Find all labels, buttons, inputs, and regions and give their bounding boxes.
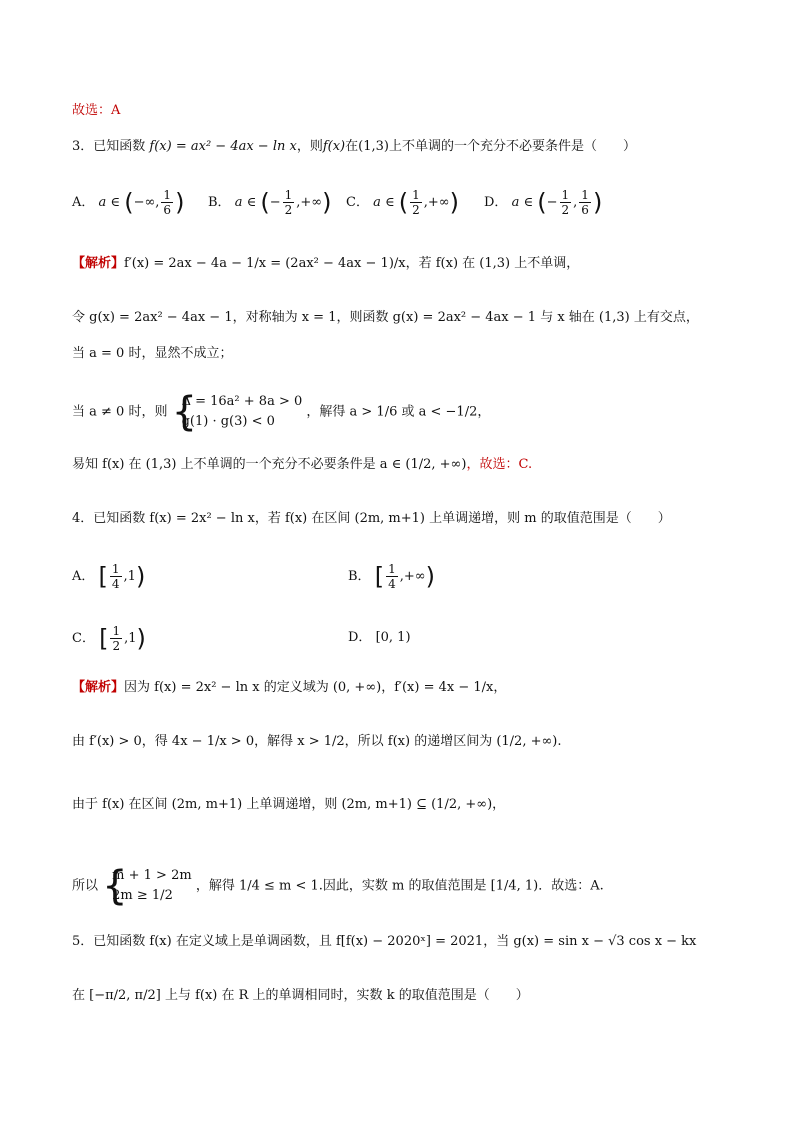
q3-analysis-5: 易知 f(x) 在 (1,3) 上不单调的一个充分不必要条件是 a ∈ (1/2, +∞)，故选：C. — [72, 457, 533, 472]
q3-analysis-2: 令 g(x) = 2ax² − 4ax − 1，对称轴为 x = 1，则函数 g(x) = 2ax² − 4ax − 1 与 x 轴在 (1,3) 上有交点， — [72, 310, 699, 325]
analysis-tag: 【解析】 — [72, 680, 125, 695]
q3-stem: 3．已知函数 f(x) = ax² − 4ax − ln x，则f(x)在(1,3)上不单调的一个充分不必要条件是（ ） — [72, 139, 636, 154]
q3-analysis-1: 【解析】f′(x) = 2ax − 4a − 1/x = (2ax² − 4ax − 1)/x，若 f(x) 在 (1,3) 上不单调， — [72, 256, 580, 271]
q4-analysis-2: 由 f′(x) > 0，得 4x − 1/x > 0，解得 x > 1/2，所以 f(x) 的递增区间为 (1/2, +∞). — [72, 734, 562, 749]
q3-option-c: C． a ∈ ( $\frac{1}{2}$ ,+∞) — [346, 188, 459, 217]
q4-analysis-1: 【解析】因为 f(x) = 2x² − ln x 的定义域为 (0, +∞)，f′(x) = 4x − 1/x， — [72, 680, 507, 695]
q3-inequality-system: { Δ = 16a² + 8a > 0 g(1) · g(3) < 0 — [171, 389, 303, 435]
q5-stem-line-1: 5．已知函数 f(x) 在定义域上是单调函数，且 f[f(x) − 2020ˣ] = 2021，当 g(x) = sin x − √3 cos x − kx — [72, 934, 697, 949]
q3-option-b: B． a ∈ (− $\frac{1}{2}$ ,+∞) — [208, 188, 332, 217]
q3-option-d: D． a ∈ (− $\frac{1}{2}$ , $\frac{1}{6}$ ) — [484, 188, 603, 217]
q4-option-c: C． [ $\frac{1}{2}$ ,1) — [72, 624, 146, 653]
q4-option-b: B． [ $\frac{1}{4}$ ,+∞) — [348, 562, 435, 591]
previous-answer: 故选：A — [72, 103, 121, 118]
q4-option-a: A． [ $\frac{1}{4}$ ,1) — [72, 562, 146, 591]
q4-option-d: D． [0, 1) — [348, 630, 411, 645]
q4-stem: 4．已知函数 f(x) = 2x² − ln x，若 f(x) 在区间 (2m, m+1) 上单调递增，则 m 的取值范围是（ ） — [72, 511, 671, 526]
q4-analysis-3: 由于 f(x) 在区间 (2m, m+1) 上单调递增，则 (2m, m+1) ⊆ (1/2, +∞)， — [72, 797, 506, 812]
q3-function: f(x) = ax² − 4ax − ln x — [149, 139, 297, 154]
q3-analysis-4: 当 a ≠ 0 时，则 { Δ = 16a² + 8a > 0 g(1) · g(3) < 0 ，解得 a > 1/6 或 a < −1/2， — [72, 389, 491, 435]
q3-option-a: A． a ∈ (−∞, $\frac{1}{6}$ ) — [72, 188, 185, 217]
q4-analysis-4: 所以 { m + 1 > 2m 2m ≥ 1/2 ，解得 1/4 ≤ m < 1.因此，实数 m 的取值范围是 [1/4, 1)．故选：A. — [72, 863, 604, 909]
q5-stem-line-2: 在 [−π/2, π/2] 上与 f(x) 在 R 上的单调相同时，实数 k 的取值范围是（ ） — [72, 988, 529, 1003]
q3-final-answer: ，故选：C. — [466, 457, 533, 472]
q3-analysis-3: 当 a = 0 时，显然不成立； — [72, 346, 233, 361]
analysis-tag: 【解析】 — [72, 256, 125, 271]
q4-inequality-system: { m + 1 > 2m 2m ≥ 1/2 — [102, 863, 192, 909]
